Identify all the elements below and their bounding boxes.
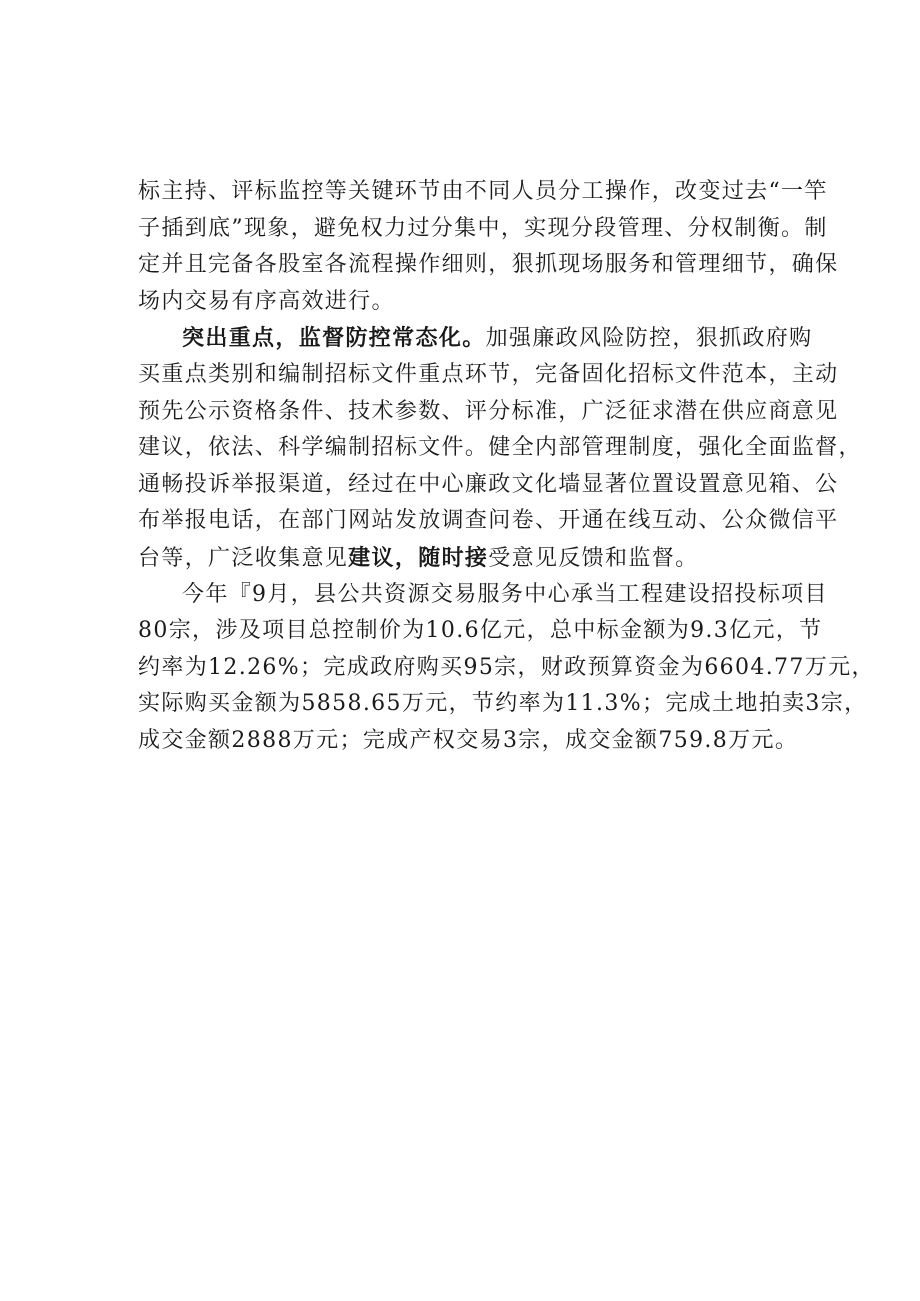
paragraph-2-line-2: 买重点类别和编制招标文件重点环节，完备固化招标文件范本，主动 bbox=[138, 361, 839, 387]
paragraph-1-line-1: 标主持、评标监控等关键环节由不同人员分工操作，改变过去“一竿 bbox=[138, 179, 828, 204]
paragraph-2-line-7-text-a: 台等，广泛收集意见 bbox=[138, 545, 349, 571]
paragraph-2-line-5: 通畅投诉举报渠道，经过在中心廉政文化墙显著位置设置意见箱、公 bbox=[138, 471, 839, 497]
paragraph-3-line-3: 约率为12.26%；完成政府购买95宗，财政预算资金为6604.77万元， bbox=[138, 654, 875, 680]
paragraph-1-line-3: 定并且完备各股室各流程操作细则，狠抓现场服务和管理细节，确保 bbox=[138, 252, 839, 278]
paragraph-3-line-4: 实际购买金额为5858.65万元，节约率为11.3%；完成土地拍卖3宗， bbox=[138, 691, 868, 717]
paragraph-1-line-2: 子插到底”现象，避免权力过分集中，实现分段管理、分权制衡。制 bbox=[138, 215, 828, 241]
paragraph-2-line-1 bbox=[138, 320, 813, 357]
paragraph-3 bbox=[138, 577, 875, 760]
paragraph-2 bbox=[138, 320, 862, 576]
paragraph-2-heading: 突出重点，监督防控常态化。 bbox=[182, 325, 486, 352]
paragraph-2-line-3: 预先公示资格条件、技术参数、评分标准，广泛征求潜在供应商意见 bbox=[138, 398, 839, 424]
paragraph-2-line-1-text: 加强廉政风险防控，狠抓政府购 bbox=[485, 326, 813, 352]
paragraph-3-line-2: 80宗，涉及项目总控制价为10.6亿元，总中标金额为9.3亿元，节 bbox=[138, 618, 823, 644]
paragraph-2-line-6: 布举报电话，在部门网站发放调查问卷、开通在线互动、公众微信平 bbox=[138, 508, 839, 534]
paragraph-3-line-5: 成交金额2888万元；完成产权交易3宗，成交金额759.8万元。 bbox=[138, 727, 799, 753]
paragraph-3-line-1: 今年『9月，县公共资源交易服务中心承当工程建设招投标项目 bbox=[182, 581, 828, 607]
paragraph-2-line-7 bbox=[138, 540, 810, 577]
paragraph-2-line-4: 建议，依法、科学编制招标文件。健全内部管理制度，强化全面监督， bbox=[138, 435, 862, 461]
paragraph-2-line-7-text-b: 受意见反馈和监督。 bbox=[488, 545, 699, 571]
paragraph-1 bbox=[138, 174, 839, 320]
paragraph-2-line-7-bold-a: 建议， bbox=[348, 544, 419, 571]
paragraph-1-line-4: 场内交易有序高效进行。 bbox=[138, 288, 395, 314]
paragraph-2-line-7-bold-b: 随时接 bbox=[418, 544, 489, 571]
document-body bbox=[138, 174, 875, 760]
